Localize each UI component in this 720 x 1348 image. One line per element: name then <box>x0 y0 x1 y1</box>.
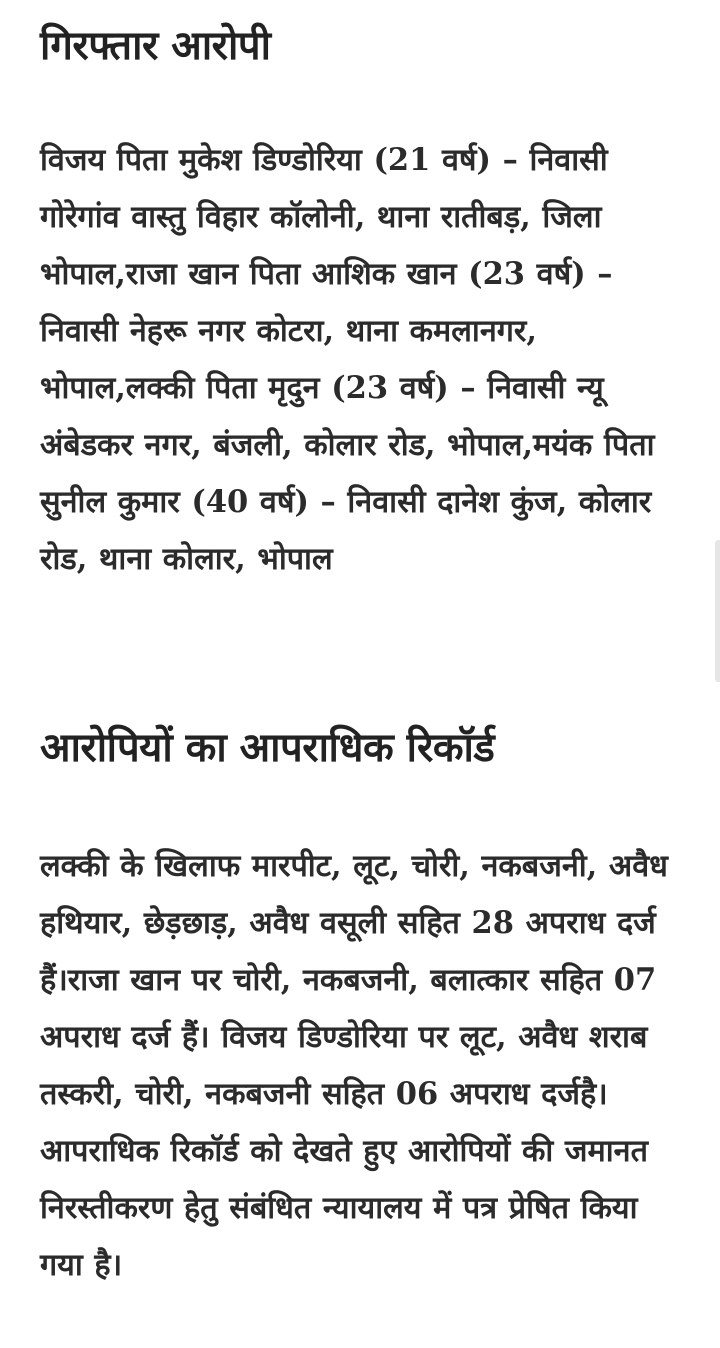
scrollbar-thumb[interactable] <box>715 540 720 682</box>
section-paragraph-criminal-record: लक्की के खिलाफ मारपीट, लूट, चोरी, नकबजनी, अवैध हथियार, छेड़छाड़, अवैध वसूली सहित 28 अपराध दर्ज हैं।राजा खान पर चोरी, नकबजनी, बलात्कार सहित 07 अपराध दर्ज हैं। विजय डिण्डोरिया पर लूट, अवैध शराब तस्करी, चोरी, नकबजनी सहित 06 अपराध दर्जहै।आपराधिक रिकॉर्ड को देखते हुए आरोपियों की जमानत निरस्तीकरण हेतु संबंधित न्यायालय में पत्र प्रेषित किया गया है। <box>40 848 668 1283</box>
section-heading-criminal-record: आरोपियों का आपराधिक रिकॉर्ड <box>40 725 495 771</box>
section-heading-arrested-accused: गिरफ्तार आरोपी <box>40 23 271 69</box>
section-paragraph-arrested-accused: विजय पिता मुकेश डिण्डोरिया (21 वर्ष) – निवासी गोरेगांव वास्तु विहार कॉलोनी, थाना रातीबड़, जिला भोपाल,राजा खान पिता आशिक खान (23 वर्ष) – निवासी नेहरू नगर कोटरा, थाना कमलानगर, भोपाल,लक्की पिता मृदुन (23 वर्ष) – निवासी न्यू अंबेडकर नगर, बंजली, कोलार रोड, भोपाल,मयंक पिता सुनील कुमार (40 वर्ष) – निवासी दानेश कुंज, कोलार रोड, थाना कोलार, भोपाल <box>40 142 655 577</box>
